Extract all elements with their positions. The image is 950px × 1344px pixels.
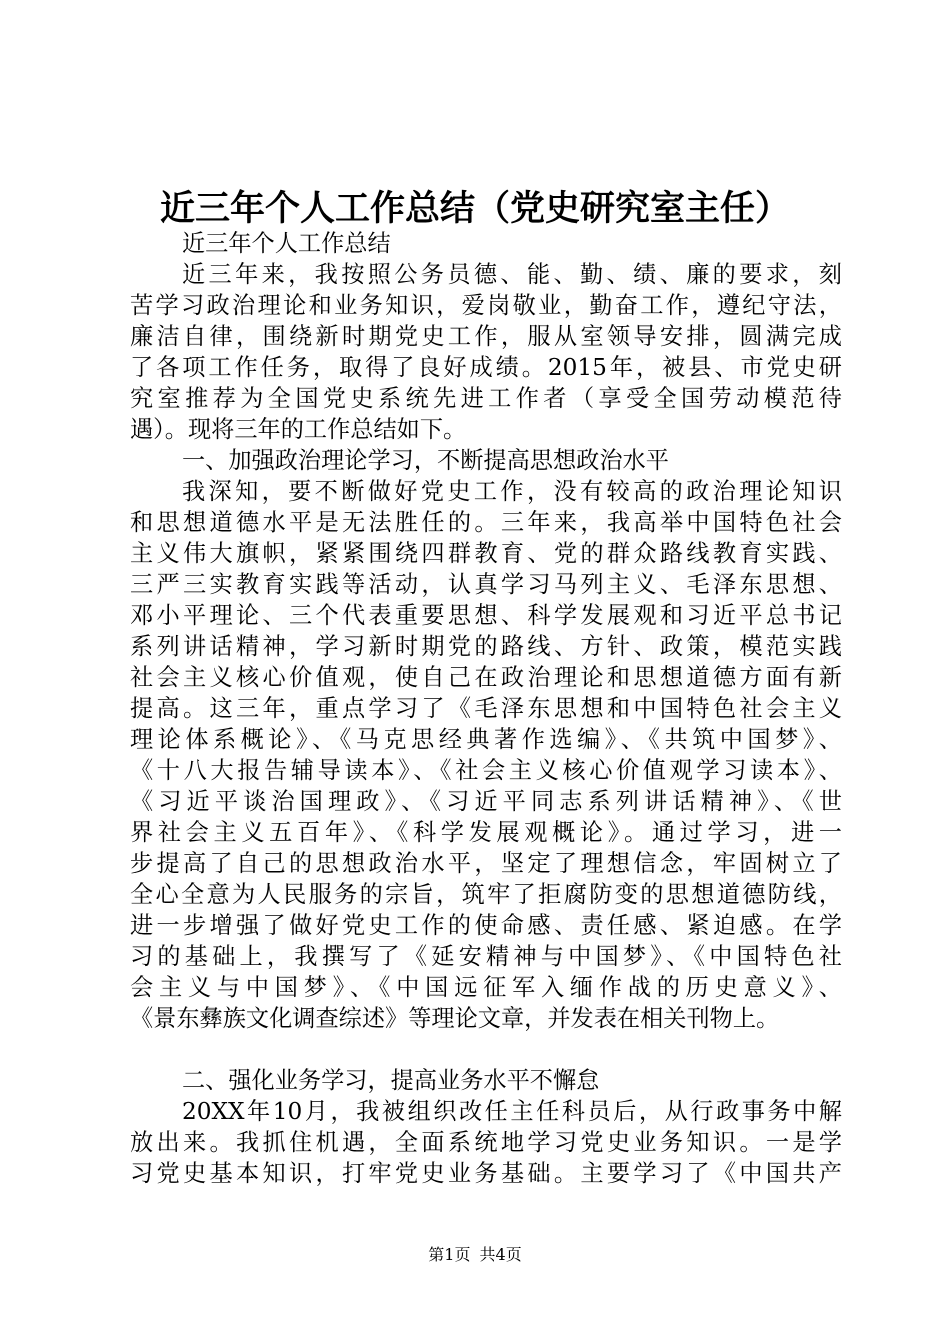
blank-line xyxy=(130,1034,842,1065)
paragraph-line: 20XX年10月，我被组织改任主任科员后，从行政事务中解 xyxy=(182,1098,842,1125)
paragraph-line: 会主义与中国梦》、《中国远征军入缅作战的历史意义》、 xyxy=(130,974,842,1001)
paragraph-line: 社会主义核心价值观，使自己在政治理论和思想道德方面有新 xyxy=(130,664,842,691)
paragraph-line: 遇）。现将三年的工作总结如下。 xyxy=(130,416,467,443)
paragraph-line: 邓小平理论、三个代表重要思想、科学发展观和习近平总书记 xyxy=(130,602,842,629)
paragraph-line: 了各项工作任务，取得了良好成绩。2015年，被县、市党史研 xyxy=(130,354,842,381)
paragraph-line: 放出来。我抓住机遇，全面系统地学习党史业务知识。一是学 xyxy=(130,1129,842,1156)
paragraph-line: 三严三实教育实践等活动，认真学习马列主义、毛泽东思想、 xyxy=(130,571,842,598)
paragraph-line: 习的基础上，我撰写了《延安精神与中国梦》、《中国特色社 xyxy=(130,943,842,970)
section-heading: 近三年个人工作总结 xyxy=(182,230,391,257)
paragraph-line: 全心全意为人民服务的宗旨，筑牢了拒腐防变的思想道德防线， xyxy=(130,881,842,908)
paragraph-line: 习党史基本知识，打牢党史业务基础。主要学习了《中国共产 xyxy=(130,1160,842,1187)
paragraph-line: 苦学习政治理论和业务知识，爱岗敬业，勤奋工作，遵纪守法， xyxy=(130,292,842,319)
paragraph-line: 主义伟大旗帜，紧紧围绕四群教育、党的群众路线教育实践、 xyxy=(130,540,842,567)
page-number: 第1页 xyxy=(428,1245,471,1264)
section-heading: 二、强化业务学习，提高业务水平不懈怠 xyxy=(182,1067,600,1094)
paragraph-line: 系列讲话精神，学习新时期党的路线、方针、政策，模范实践 xyxy=(130,633,842,660)
document-title: 近三年个人工作总结（党史研究室主任） xyxy=(159,188,790,229)
paragraph-line: 《十八大报告辅导读本》、《社会主义核心价值观学习读本》、 xyxy=(130,757,842,784)
page-total: 共4页 xyxy=(479,1245,522,1264)
paragraph-line: 提高。这三年，重点学习了《毛泽东思想和中国特色社会主义 xyxy=(130,695,842,722)
paragraph-line: 进一步增强了做好党史工作的使命感、责任感、紧迫感。在学 xyxy=(130,912,842,939)
paragraph-line: 我深知，要不断做好党史工作，没有较高的政治理论知识 xyxy=(182,478,842,505)
paragraph-line: 究室推荐为全国党史系统先进工作者（享受全国劳动模范待 xyxy=(130,385,842,412)
section-heading: 一、加强政治理论学习，不断提高思想政治水平 xyxy=(182,447,669,474)
paragraph-line: 廉洁自律，围绕新时期党史工作，服从室领导安排，圆满完成 xyxy=(130,323,842,350)
paragraph-line: 《景东彝族文化调查综述》等理论文章，并发表在相关刊物上。 xyxy=(130,1005,780,1032)
page-footer xyxy=(0,1244,950,1266)
paragraph-line: 步提高了自己的思想政治水平，坚定了理想信念，牢固树立了 xyxy=(130,850,842,877)
paragraph-line: 《习近平谈治国理政》、《习近平同志系列讲话精神》、《世 xyxy=(130,788,842,815)
paragraph-line: 界社会主义五百年》、《科学发展观概论》。通过学习，进一 xyxy=(130,819,842,846)
paragraph-line: 近三年来，我按照公务员德、能、勤、绩、廉的要求，刻 xyxy=(182,261,842,288)
paragraph-line: 理论体系概论》、《马克思经典著作选编》、《共筑中国梦》、 xyxy=(130,726,842,753)
paragraph-line: 和思想道德水平是无法胜任的。三年来，我高举中国特色社会 xyxy=(130,509,842,536)
document-body xyxy=(130,228,842,1189)
